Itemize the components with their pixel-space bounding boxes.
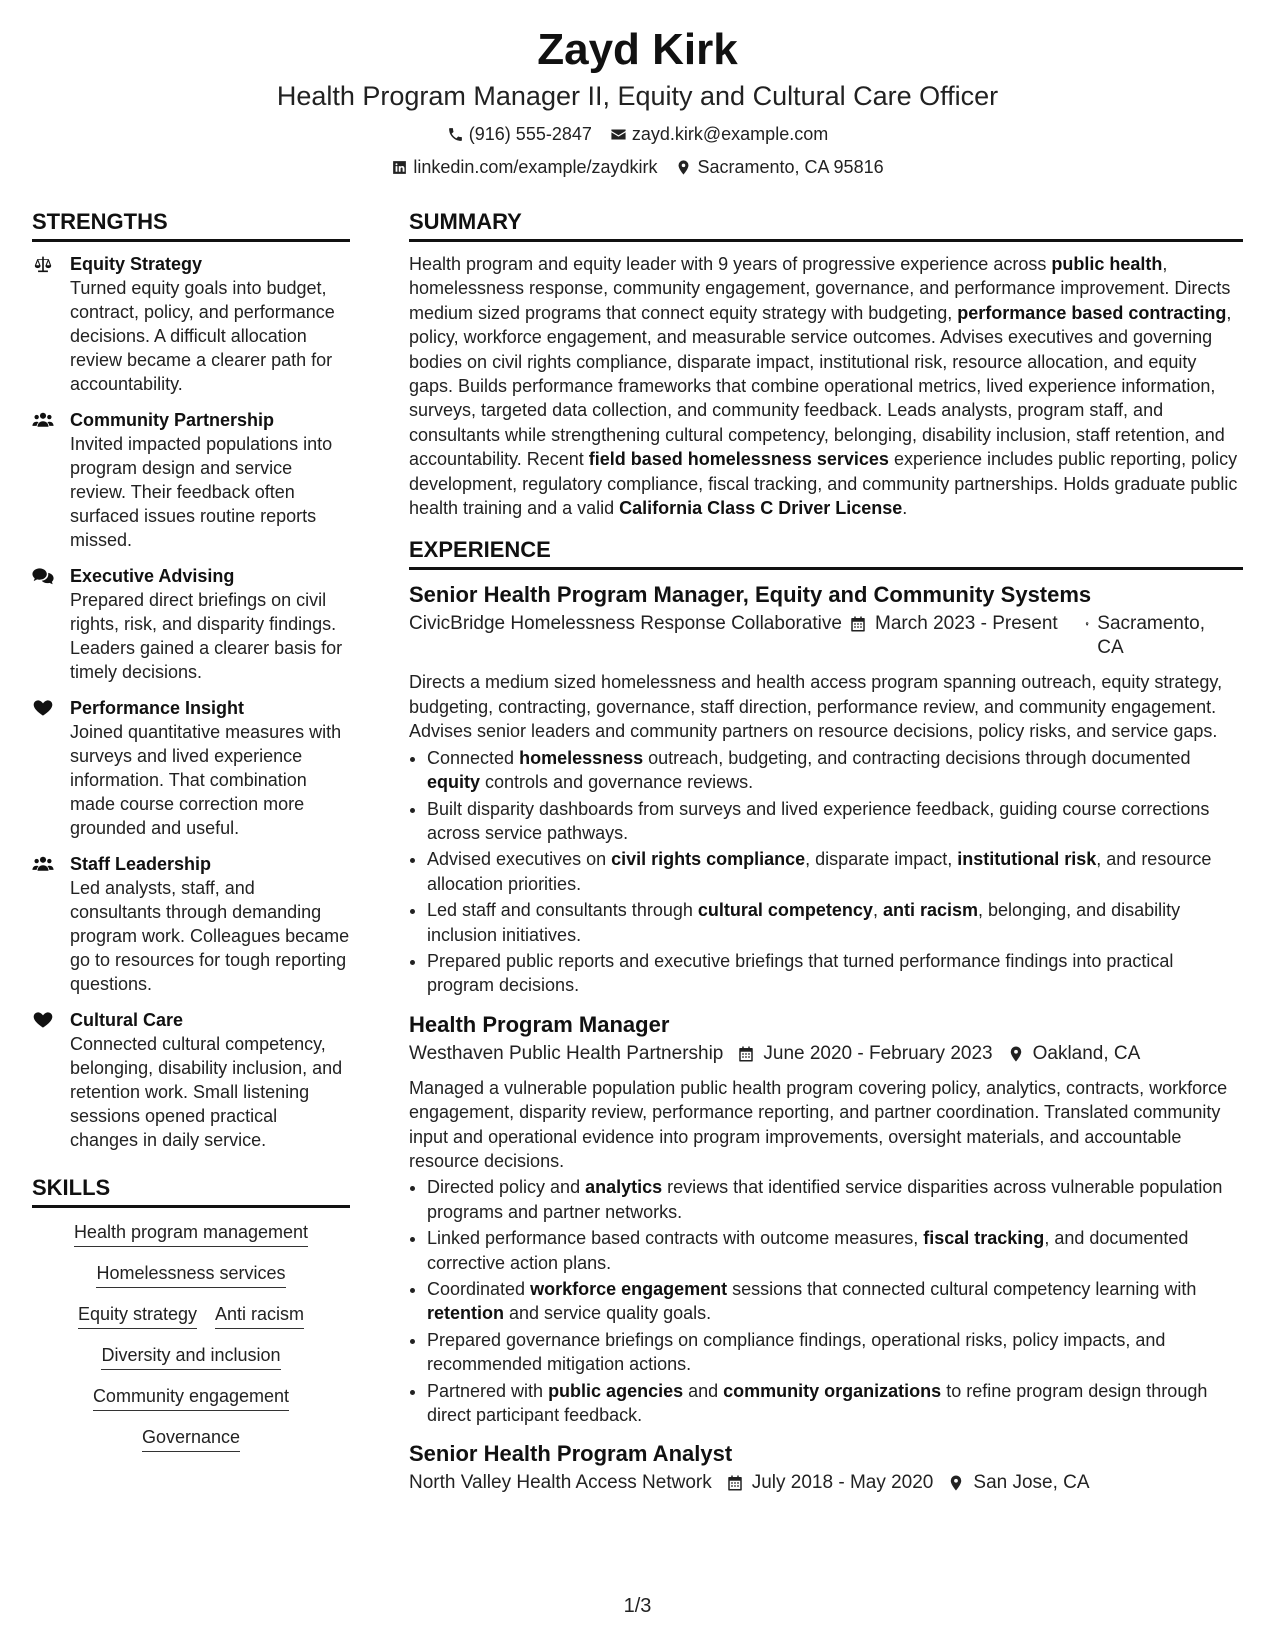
text-segment: Connected [427,747,520,768]
text-segment: , disparate impact, [805,849,958,870]
experience-heading: EXPERIENCE [409,536,1243,570]
calendar-icon [849,615,867,633]
job-bullet [427,1226,1243,1275]
text-segment: Coordinated [427,1279,531,1299]
job-title: Senior Health Program Analyst [409,1441,733,1467]
page-number: 1/3 [623,1595,652,1617]
skill-row [32,1261,350,1288]
job-dates [737,1042,992,1066]
phone-contact [447,122,592,146]
job-location [1085,612,1205,660]
job-bullet [427,746,1243,795]
right-column [409,208,1243,1507]
strength-item [32,1008,350,1152]
text-segment: Health program and equity leader with 9 years of progressive experience across [409,254,1052,274]
summary-text [409,252,1243,520]
skill-tag: Diversity and inclusion [101,1343,280,1370]
map-pin-icon [947,1474,965,1492]
job-bullet [427,797,1243,846]
bold-text: equity [427,772,481,793]
text-segment: to refine program design through direct participant feedback. [427,1380,1208,1426]
job-title: Health Program Manager [409,1011,670,1037]
job-bullet [427,1379,1243,1428]
bold-text: performance based contracting [957,302,1227,323]
strength-item [32,696,350,840]
job-meta [409,1471,1243,1495]
job-location [1007,1042,1141,1066]
job-dates-text: March 2023 - Present [875,613,1058,635]
job-dates-text: July 2018 - May 2020 [751,1472,934,1494]
strength-description: Joined quantitative measures with surveys and lived experience information. That combination made course correction more grounded and useful. [70,722,342,838]
strength-item [32,408,350,552]
text-segment: Prepared governance briefings on compliance findings, operational risks, policy impacts, and recommended mitigation actions. [427,1329,1166,1375]
job-location [947,1471,1089,1495]
strength-description: Connected cultural competency, belonging, disability inclusion, and retention work. Small listening sessions opened practical changes in daily service. [70,1034,343,1150]
strength-description: Prepared direct briefings on civil rights, risk, and disparity findings. Leaders gained a clearer basis for timely decisions. [70,590,343,682]
skill-row [32,1425,350,1452]
map-pin-icon [1007,1045,1025,1063]
strengths-list [32,252,350,1152]
job-meta [409,1042,1243,1066]
text-segment: Led staff and consultants through [427,900,698,921]
text-segment: Built disparity dashboards from surveys and lived experience feedback, guiding course corrections across service pathways. [427,798,1210,843]
resume-header [0,22,1275,179]
text-segment: Partnered with [427,1380,549,1401]
text-segment: controls and governance reviews. [480,772,754,793]
job-bullet [427,949,1243,998]
job-description: Directs a medium sized homelessness and health access program spanning outreach, equity strategy, budgeting, contracting, governance, staff direction, performance review, and community engagement. Advises senior leaders and community partners on resource decisions, policy risks, and service gaps. [409,672,1223,742]
bold-text: fiscal tracking [923,1228,1045,1249]
text-segment: , belonging, and disability inclusion initiatives. [427,900,1181,945]
job-title: Senior Health Program Manager, Equity and Community Systems [409,582,1092,608]
bold-text: workforce engagement [530,1279,728,1299]
location-contact [675,155,883,179]
skill-row [32,1220,350,1247]
strength-item [32,252,350,396]
bold-text: analytics [585,1177,663,1198]
strength-description: Led analysts, staff, and consultants through demanding program work. Colleagues became go to resources for tough reporting questions. [70,878,350,994]
scale-icon [32,252,70,396]
calendar-icon [737,1045,755,1063]
text-segment: sessions that connected cultural competency learning with [727,1279,1197,1299]
bold-text: public health [1051,254,1163,274]
strength-item [32,564,350,684]
text-segment: Advised executives on [427,849,612,870]
strength-title: Executive Advising [70,566,235,586]
users-icon [32,852,70,996]
skills-list [32,1220,350,1452]
skill-tag: Homelessness services [96,1261,285,1288]
bold-text: anti racism [882,900,978,921]
email-link[interactable]: zayd.kirk@example.com [631,124,829,144]
job-bullet [427,898,1243,947]
job-bullet [427,1328,1243,1377]
job-bullets [409,746,1243,998]
job-entry [409,1439,1243,1495]
calendar-icon [726,1474,744,1492]
envelope-icon [610,126,627,143]
strength-description: Turned equity goals into budget, contract, policy, and performance decisions. A difficult allocation review became a clearer path for accountability. [70,278,335,394]
left-column [32,208,350,1466]
linkedin-link[interactable]: linkedin.com/example/zaydkirk [413,157,658,177]
skill-tag: Equity strategy [78,1302,197,1329]
heart-icon [32,696,70,840]
strength-title: Cultural Care [70,1010,184,1030]
job-organization: North Valley Health Access Network [409,1472,712,1494]
bold-text: cultural competency [697,900,873,921]
job-dates [849,612,1085,636]
job-bullet [427,1175,1243,1224]
experience-list [409,580,1243,1495]
bold-text: California Class C Driver License [619,498,903,519]
skill-tag: Governance [142,1425,240,1452]
strength-description: Invited impacted populations into program design and service review. Their feedback often surfaced issues routine reports missed. [70,434,333,550]
job-entry [409,580,1243,997]
job-bullet [427,1277,1243,1326]
email-contact[interactable] [610,122,828,146]
skill-tag: Community engagement [93,1384,289,1411]
contact-line-1 [0,122,1275,146]
job-location-text: Oakland, CA [1032,1042,1141,1064]
comments-icon [32,564,70,684]
bold-text: public agencies [548,1380,684,1401]
strength-title: Performance Insight [70,698,245,718]
job-dates-text: June 2020 - February 2023 [763,1042,993,1064]
bold-text: community organizations [723,1380,942,1401]
candidate-name: Zayd Kirk [537,25,738,74]
skill-row [32,1302,350,1329]
map-pin-icon [1085,615,1089,633]
skill-row [32,1343,350,1370]
job-meta [409,612,1243,660]
text-segment: Linked performance based contracts with outcome measures, [427,1228,924,1249]
skill-tag: Anti racism [215,1302,304,1329]
text-segment: and service quality goals. [504,1303,712,1324]
skill-tag: Health program management [74,1220,308,1247]
linkedin-icon [391,159,408,176]
job-bullet [427,847,1243,896]
text-segment: Directed policy and [427,1177,586,1198]
job-location-text: San Jose, CA [973,1472,1090,1494]
bold-text: retention [427,1303,505,1324]
text-segment: . [902,498,908,519]
text-segment: , [872,900,883,921]
job-dates [726,1471,934,1495]
text-segment: reviews that identified service disparities across vulnerable population programs and partner networks. [427,1177,1223,1222]
text-segment: Prepared public reports and executive briefings that turned performance findings into practical program decisions. [427,950,1174,996]
contact-line-2 [0,155,1275,179]
strengths-heading: STRENGTHS [32,208,350,242]
summary-heading: SUMMARY [409,208,1243,242]
map-pin-icon [675,159,692,176]
strength-item [32,852,350,996]
job-bullets [409,1175,1243,1427]
text-segment: experience includes public reporting, policy development, regulatory compliance, fiscal tracking, and community partnerships. Holds graduate public health training and a valid [409,449,1238,519]
job-description: Managed a vulnerable population public health program covering policy, analytics, contracts, workforce engagement, disparity review, performance reporting, and partner coordination. Translated community input and operational evidence into program improvements, oversight materials, and accountable resource decisions. [409,1077,1228,1171]
text-segment: and [683,1380,724,1401]
bold-text: civil rights compliance [611,849,806,870]
skills-heading: SKILLS [32,1174,350,1208]
phone-text: (916) 555-2847 [468,124,592,144]
job-organization: Westhaven Public Health Partnership [409,1042,724,1064]
phone-icon [447,126,464,143]
job-entry [409,1010,1243,1428]
candidate-role: Health Program Manager II, Equity and Cultural Care Officer [276,81,999,111]
heart-icon [32,1008,70,1152]
skill-row [32,1384,350,1411]
location-text: Sacramento, CA 95816 [697,157,884,177]
text-segment: , and resource allocation priorities. [427,849,1212,894]
linkedin-contact[interactable] [391,155,657,179]
strength-title: Community Partnership [70,410,275,430]
bold-text: homelessness [519,747,644,768]
text-segment: , and documented corrective action plans. [427,1228,1189,1273]
strength-title: Staff Leadership [70,854,212,874]
job-organization: CivicBridge Homelessness Response Collaborative [409,613,842,635]
bold-text: institutional risk [957,849,1097,870]
strength-title: Equity Strategy [70,254,203,274]
job-location-text: Sacramento, CA [1097,613,1205,659]
text-segment: outreach, budgeting, and contracting decisions through documented [643,747,1191,768]
bold-text: field based homelessness services [588,449,889,470]
text-segment: , policy, workforce engagement, and measurable service outcomes. Advises executives and governing bodies on civil rights compliance, disparate impact, institutional risk, resource allocation, and equity gaps. Builds performance frameworks that combine operational metrics, lived experience information, surveys, targeted data collection, and community feedback. Leads analysts, program staff, and consultants while strengthening cultural competency, belonging, disability inclusion, staff retention, and accountability. Recent [409,302,1232,470]
text-segment: , homelessness response, community engagement, governance, and performance improvement. Directs medium sized programs that connect equity strategy with budgeting, [409,254,1231,323]
users-icon [32,408,70,552]
